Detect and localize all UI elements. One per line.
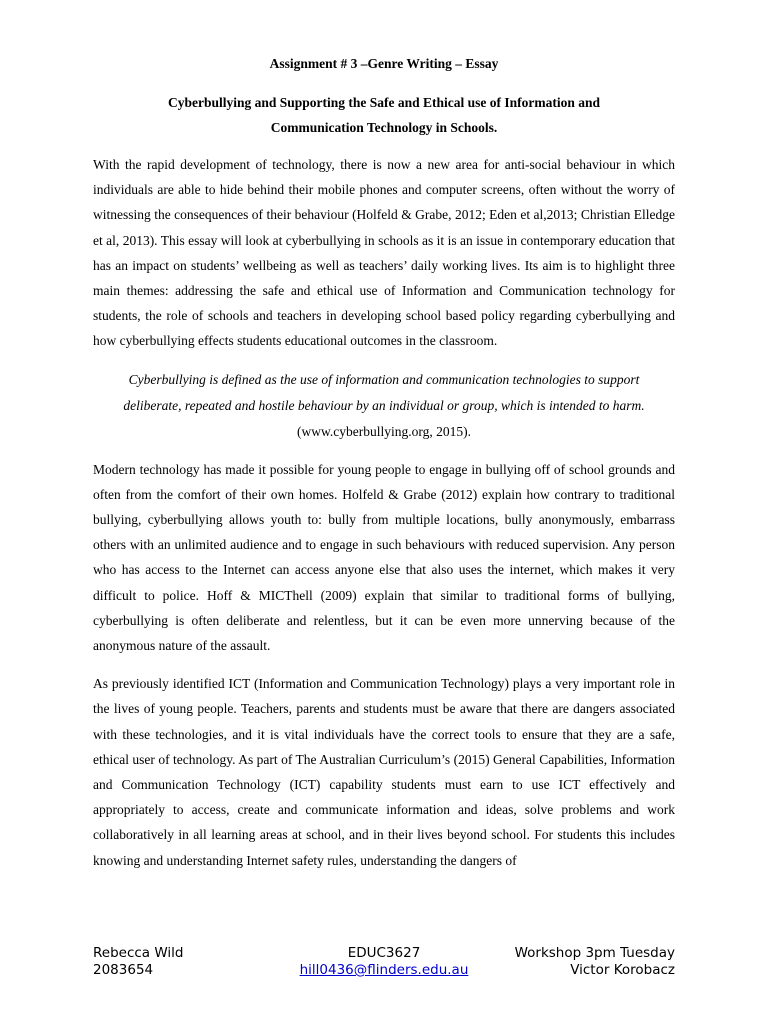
- paragraph-introduction: With the rapid development of technology, there is now a new area for anti-social behaviour in which individuals are able to hide behind their mobile phones and computer screens, often without the worry of witnessing the consequences of their behaviour (Holfeld & Grabe, 2012; Eden et al,2013; Christian Elledge et al, 2013). This essay will look at cyberbullying in schools as it is an issue in contemporary education that has an impact on students’ wellbeing as well as teachers’ daily working lives. Its aim is to highlight three main themes: addressing the safe and ethical use of Information and Communication technology for students, the role of schools and teachers in developing school based policy regarding cyberbullying and how cyberbullying effects students educational outcomes in the classroom.: [93, 157, 675, 349]
- footer-workshop: [515, 945, 675, 979]
- footer-workshop-time: Workshop 3pm Tuesday: [514, 945, 675, 961]
- footer-name: Rebecca Wild: [93, 945, 184, 961]
- essay-title: [93, 90, 675, 140]
- quote-citation: (www.cyberbullying.org, 2015).: [297, 423, 471, 439]
- document-body: [93, 51, 675, 886]
- footer-email-link[interactable]: hill0436@flinders.edu.au: [299, 962, 469, 978]
- page-footer: [93, 945, 675, 985]
- definition-quote: [113, 367, 655, 445]
- document-title: Assignment # 3 –Genre Writing – Essay: [269, 56, 499, 71]
- paragraph-modern-technology: Modern technology has made it possible for young people to engage in bullying off of school grounds and often from the comfort of their own homes. Holfeld & Grabe (2012) explain how contrary to traditional bullying, cyberbullying allows youth to: bully from multiple locations, bully anonymously, embarrass others with an unlimited audience and to engage in such behaviours with reduced supervision. Any person who has access to the Internet can access anyone else that also uses the internet, which makes it very difficult to police. Hoff & MICThell (2009) explain that similar to traditional forms of bullying, cyberbullying is often deliberate and relentless, but it can be even more unnerving because of the anonymous nature of the assault.: [93, 461, 675, 654]
- footer-student-id: 2083654: [93, 962, 154, 978]
- essay-title-line-1: Cyberbullying and Supporting the Safe and Ethical use of Information and: [167, 95, 601, 110]
- footer-tutor: Victor Korobacz: [570, 962, 675, 978]
- paragraph-ict-role: As previously identified ICT (Information and Communication Technology) plays a very important role in the lives of young people. Teachers, parents and students must be aware that there are dangers associated with these technologies, and it is vital individuals have the correct tools to ensure that they are a safe, ethical user of technology. As part of The Australian Curriculum’s (2015) General Capabilities, Information and Communication Technology (ICT) capability students must earn to use ICT effectively and appropriately to access, create and communicate information and ideas, solve problems and work collaboratively in all learning areas at school, and in their lives beyond school. For students this includes knowing and understanding Internet safety rules, understanding the dangers of: [93, 676, 675, 868]
- footer-course-code: EDUC3627: [347, 945, 421, 961]
- essay-title-line-2: Communication Technology in Schools.: [270, 120, 498, 135]
- quote-text: Cyberbullying is defined as the use of information and communication technologies to support deliberate, repeated and hostile behaviour by an individual or group, which is intended to harm.: [123, 371, 645, 413]
